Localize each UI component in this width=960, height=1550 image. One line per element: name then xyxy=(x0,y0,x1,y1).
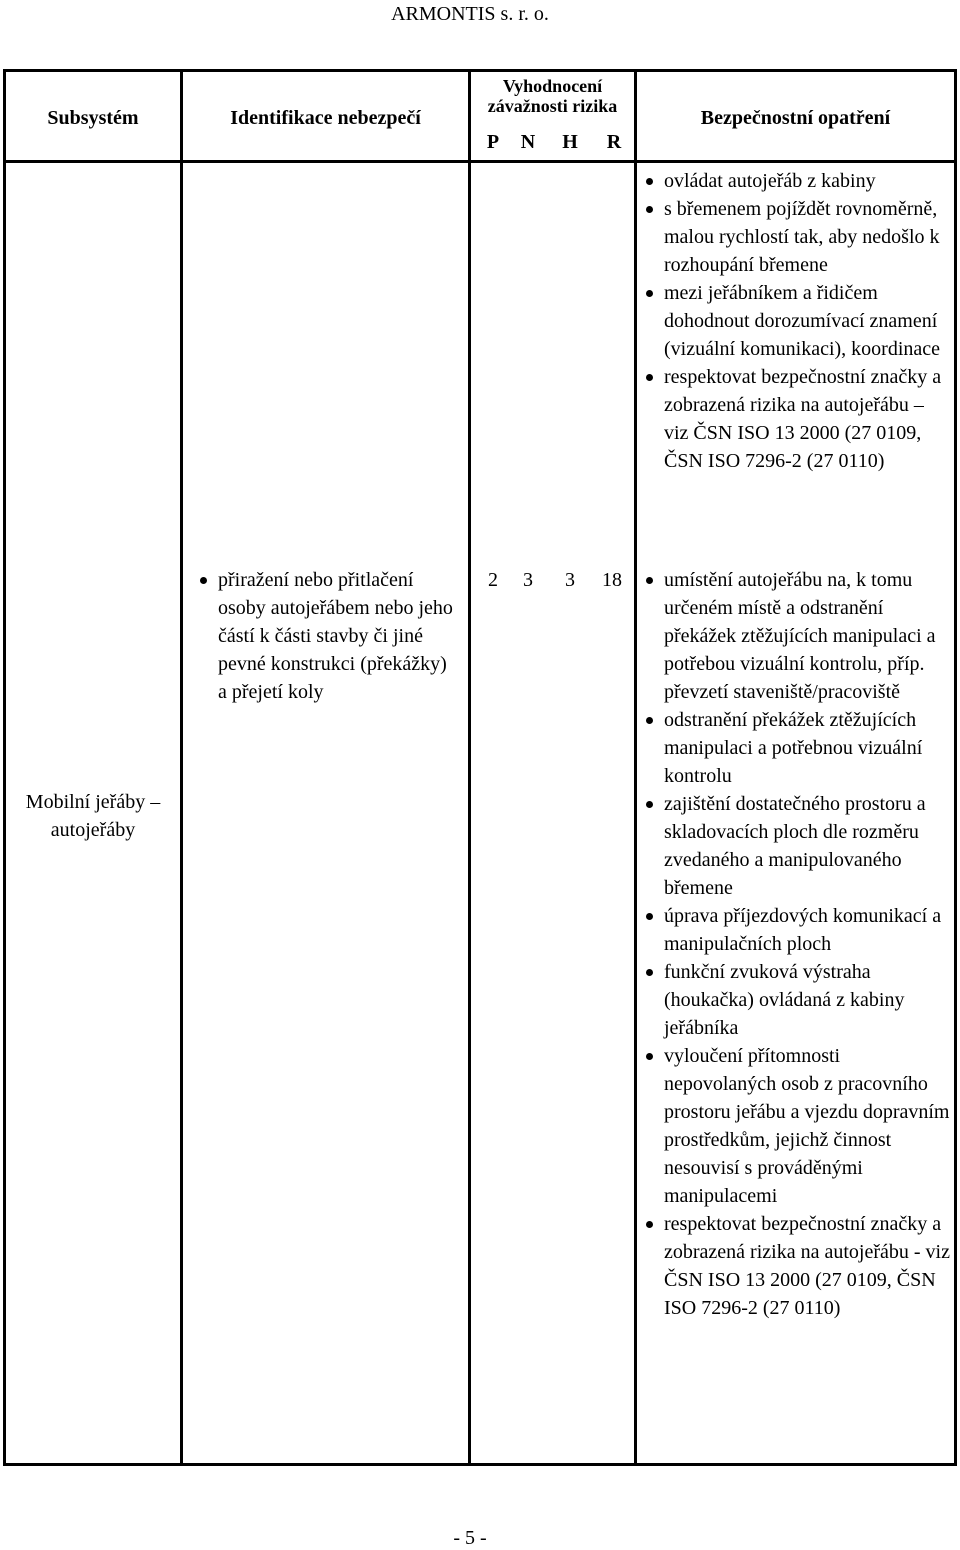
header-divider xyxy=(6,160,954,163)
continued-measures-cell xyxy=(642,167,952,475)
measure-item: respektovat bezpečnostní značky a zobrazená rizika na autojeřábu – viz ČSN ISO 13 2000 (27 0109, ČSN ISO 7296-2 (27 0110) xyxy=(642,363,952,475)
header-risk-title-1: Vyhodnocení xyxy=(502,76,603,96)
measure-item: úprava příjezdových komunikací a manipulačních ploch xyxy=(642,902,952,958)
measure-item: umístění autojeřábu na, k tomu určeném místě a odstranění překážek ztěžujících manipulaci a potřebou vizuální kontrolu, příp. převzetí staveniště/pracoviště xyxy=(642,566,952,706)
measure-item: zajištění dostatečného prostoru a skladovacích ploch dle rozměru zvedaného a manipulovaného břemene xyxy=(642,790,952,902)
hazard-cell xyxy=(196,566,458,706)
measure-item: ovládat autojeřáb z kabiny xyxy=(642,167,952,195)
header-h: H xyxy=(562,131,578,153)
measure-item: mezi jeřábníkem a řidičem dohodnout dorozumívací znamení (vizuální komunikaci), koordinace xyxy=(642,279,952,363)
score-h: 3 xyxy=(565,569,575,591)
header-p: P xyxy=(486,131,500,153)
measure-item: funkční zvuková výstraha (houkačka) ovládaná z kabiny jeřábníka xyxy=(642,958,952,1042)
header-r: R xyxy=(606,131,622,153)
col-divider xyxy=(634,72,637,1463)
page-number: - 5 - xyxy=(453,1527,487,1549)
risk-table xyxy=(3,69,957,1466)
company-header: ARMONTIS s. r. o. xyxy=(391,3,549,25)
score-p: 2 xyxy=(488,569,498,591)
header-subsystem: Subsystém xyxy=(47,107,139,129)
header-risk-title-2: závažnosti rizika xyxy=(487,96,618,116)
subsystem-line1: Mobilní jeřáby – xyxy=(25,791,161,813)
hazard-item: přiražení nebo přitlačení osoby autojeřábem nebo jeho částí k části stavby či jiné pevné konstrukci (překážky) a přejetí koly xyxy=(196,566,458,706)
col-divider xyxy=(468,72,471,1463)
measure-item: s břemenem pojíždět rovnoměrně, malou rychlostí tak, aby nedošlo k rozhoupání břemene xyxy=(642,195,952,279)
header-measures: Bezpečnostní opatření xyxy=(700,107,891,129)
score-r: 18 xyxy=(602,569,622,591)
header-hazard: Identifikace nebezpečí xyxy=(230,107,421,129)
measure-item: respektovat bezpečnostní značky a zobrazená rizika na autojeřábu - viz ČSN ISO 13 2000 (27 0109, ČSN ISO 7296-2 (27 0110) xyxy=(642,1210,952,1322)
measure-item: vyloučení přítomnosti nepovolaných osob z pracovního prostoru jeřábu a vjezdu dopravním prostředkům, jejichž činnost nesouvisí s prováděnými manipulacemi xyxy=(642,1042,952,1210)
header-n: N xyxy=(520,131,536,153)
col-divider xyxy=(180,72,183,1463)
subsystem-line2: autojeřáby xyxy=(50,819,136,841)
score-n: 3 xyxy=(523,569,533,591)
measure-item: odstranění překážek ztěžujících manipulaci a potřebnou vizuální kontrolu xyxy=(642,706,952,790)
row-measures-cell xyxy=(642,566,952,1322)
subsystem-cell xyxy=(6,788,180,844)
